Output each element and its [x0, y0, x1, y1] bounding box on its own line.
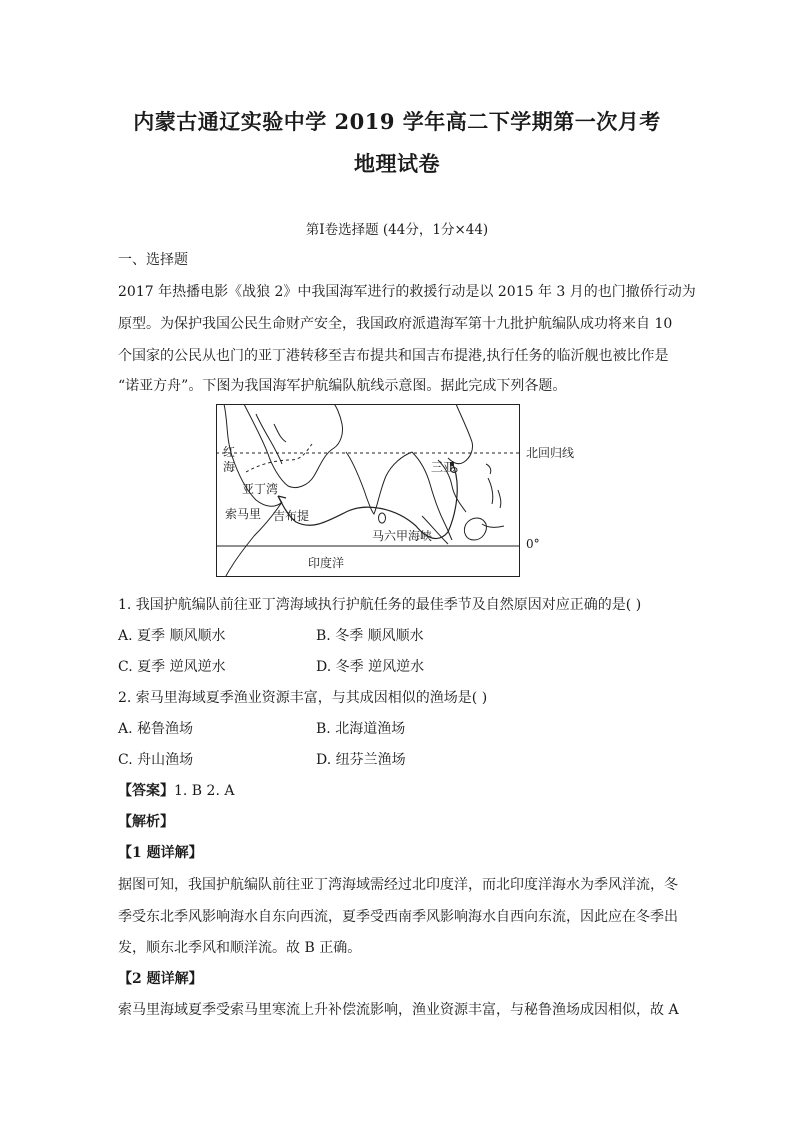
map-label-tropic: 北回归线 [526, 446, 575, 460]
q1-explanation-line: 据图可知，我国护航编队前往亚丁湾海域需经过北印度洋，而北印度洋海水为季风洋流，冬 [118, 877, 678, 893]
question-option: C. 夏季 逆风逆水 [118, 659, 226, 675]
q2-explanation-line: 索马里海域夏季受索马里寒流上升补偿流影响，渔业资源丰富，与秘鲁渔场成因相似，故 A [118, 1002, 679, 1018]
question-stem: 2. 索马里海域夏季渔业资源丰富，与其成因相似的渔场是( ) [118, 690, 488, 706]
question-option: C. 舟山渔场 [118, 752, 194, 768]
page-subtitle: 地理试卷 [354, 151, 440, 176]
map-label-gulf-aden: 亚丁湾 [242, 482, 279, 496]
map-label-red-sea: 海 [223, 460, 236, 474]
map-label-equator: 0° [526, 537, 540, 551]
passage-line: 个国家的公民从也门的亚丁港转移至吉布提共和国吉布提港,执行任务的临沂舰也被比作是 [118, 348, 669, 364]
question-stem: 1. 我国护航编队前往亚丁湾海域执行护航任务的最佳季节及自然原因对应正确的是( ) [118, 597, 642, 613]
q2-heading: 【2 题详解】 [118, 971, 203, 987]
question-option: A. 夏季 顺风顺水 [118, 628, 226, 644]
question-option: D. 纽芬兰渔场 [316, 752, 406, 768]
map-label-indian-ocean: 印度洋 [308, 556, 345, 570]
map-label-somalia: 索马里 [225, 507, 262, 521]
answer-text: 1. B 2. A [174, 783, 235, 799]
passage-line: “诺亚方舟”。下图为我国海军护航编队航线示意图。据此完成下列各题。 [118, 378, 567, 394]
map-label-sanya: 三亚 [431, 460, 456, 474]
question-option: A. 秘鲁渔场 [118, 721, 194, 737]
answer-label: 【答案】 [118, 783, 174, 799]
passage-line: 2017 年热播电影《战狼 2》中我国海军进行的救援行动是以 2015 年 3 月的也门撤侨行动为 [118, 284, 696, 300]
map-label-red-sea: 红 [223, 445, 236, 459]
q1-explanation-line: 季受东北季风影响海水自东向西流，夏季受西南季风影响海水自西向东流，因此应在冬季出 [118, 909, 678, 925]
q1-explanation-line: 发，顺东北季风和顺洋流。故 B 正确。 [118, 940, 362, 956]
q1-heading: 【1 题详解】 [118, 845, 203, 861]
question-option: B. 北海道渔场 [316, 721, 406, 737]
section-heading: 第Ⅰ卷选择题 (44分，1分×44) [305, 222, 489, 238]
map-label-malacca: 马六甲海峡 [372, 529, 433, 543]
route-map [216, 404, 520, 577]
question-option: D. 冬季 逆风逆水 [316, 659, 425, 675]
map-label-djibouti: 吉布提 [273, 509, 310, 523]
passage-line: 原型。为保护我国公民生命财产安全，我国政府派遣海军第十九批护航编队成功将来自 10 [118, 316, 673, 332]
part-heading: 一、选择题 [118, 252, 188, 268]
page-title: 内蒙古通辽实验中学 2019 学年高二下学期第一次月考 [133, 109, 661, 134]
analysis-heading: 【解析】 [118, 814, 174, 830]
answer-line [118, 780, 678, 800]
question-option: B. 冬季 顺风顺水 [316, 628, 424, 644]
